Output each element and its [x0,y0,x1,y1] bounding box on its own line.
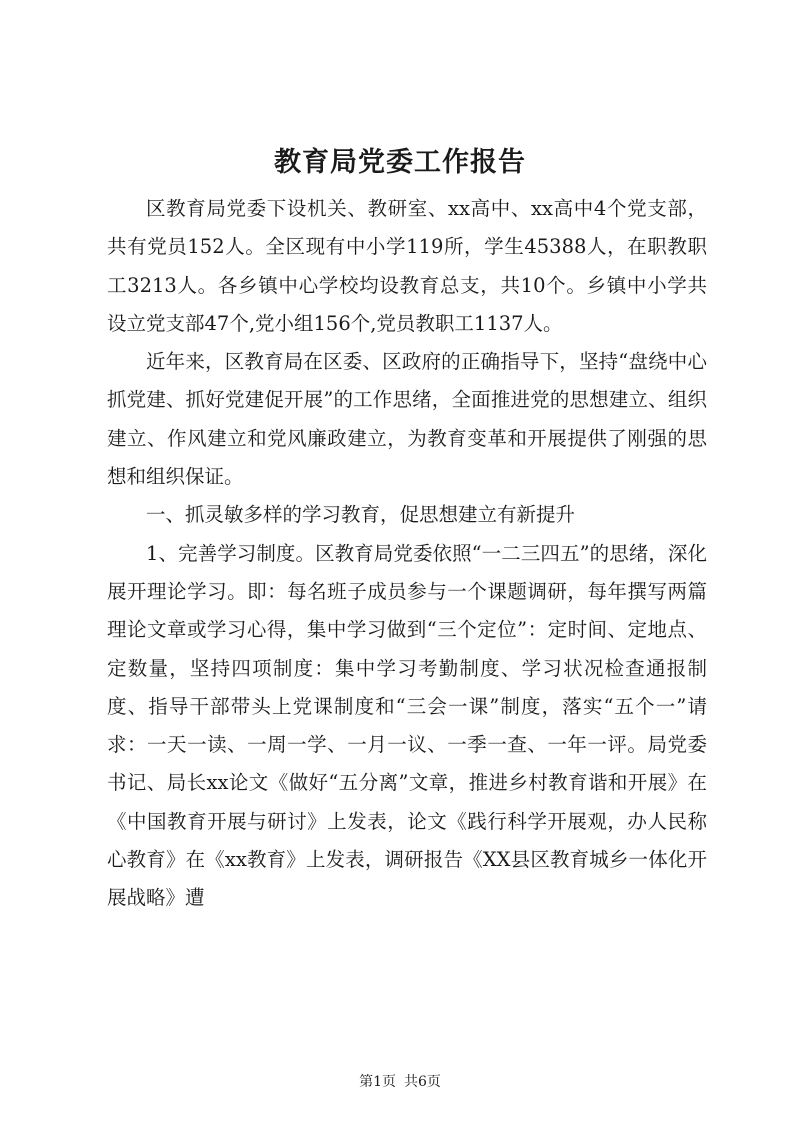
section-heading-learning: 一、抓灵敏多样的学习教育，促思想建立有新提升 [146,503,576,527]
paragraph-learning-system: 1、完善学习制度。区教育局党委依照“一二三四五”的思绪，深化展开理论学习。即：每名班子成员参与一个课题调研，每年撰写两篇理论文章或学习心得，集中学习做到“三个定位”：定时间、定地点、定数量，坚持四项制度：集中学习考勤制度、学习状况检查通报制度、指导干部带头上党课制度和“三会一课”制度，落实“五个一”请求：一天一读、一周一学、一月一议、一季一查、一年一评。局党委书记、局长xx论文《做好“五分离”文章，推进乡村教育谐和开展》在《中国教育开展与研讨》上发表，论文《践行科学开展观，办人民称心教育》在《xx教育》上发表，调研报告《XX县区教育城乡一体化开展战略》遭 [107,541,707,910]
page-total: 共6页 [404,1074,441,1090]
page-number: 第1页 [359,1074,396,1090]
paragraph-party-overview: 区教育局党委下设机关、教研室、xx高中、xx高中4个党支部，共有党员152人。全区现有中小学119所，学生45388人，在职教职工3213人。各乡镇中心学校均设教育总支，共10个。乡镇中小学共设立党支部47个,党小组156个,党员教职工1137人。 [107,197,707,335]
document-body [107,190,707,918]
page-footer [0,1072,800,1092]
document-title: 教育局党委工作报告 [274,147,526,178]
paragraph-recent-years: 近年来，区教育局在区委、区政府的正确指导下，坚持“盘绕中心抓党建、抓好党建促开展”的工作思绪，全面推进党的思想建立、组织建立、作风建立和党风廉政建立，为教育变革和开展提供了刚强的思想和组织保证。 [107,350,707,489]
